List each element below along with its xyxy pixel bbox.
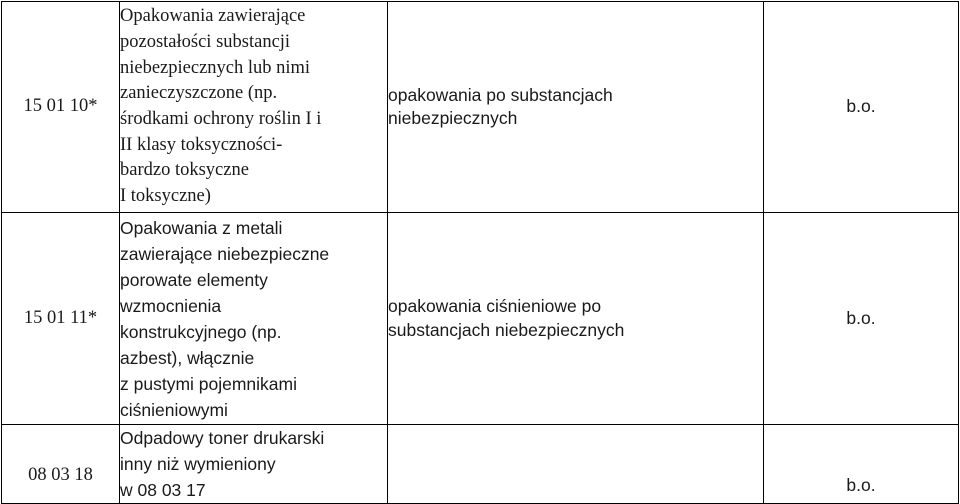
description-line: wzmocnienia [120,295,222,316]
waste-code: 15 01 10* [23,96,98,117]
waste-type-cell [388,425,764,504]
table-row [2,2,959,213]
description-line: z pustymi pojemnikami [120,373,297,394]
waste-code-cell [2,2,120,213]
description-line: zanieczyszczone (np. [120,83,278,104]
description-line: w 08 03 17 [120,480,206,500]
waste-code: 08 03 18 [28,465,93,486]
description-line: I toksyczne) [120,186,211,207]
description-line: azbest), włącznie [120,347,255,368]
description-line: konstrukcyjnego (np. [120,321,282,342]
hazard-flag-cell [764,425,959,504]
hazard-flag: b.o. [846,96,876,117]
hazard-flag: b.o. [846,307,876,328]
waste-type-cell [388,213,764,425]
waste-code-cell [2,425,120,504]
waste-type-line: substancjach niebezpiecznych [388,319,625,340]
table-row [2,425,959,504]
hazard-flag-cell [764,213,959,425]
waste-type-line: niebezpiecznych [388,108,518,128]
waste-code: 15 01 11* [23,307,98,328]
description-line: Opakowania z metali [120,217,283,238]
hazard-flag: b.o. [846,475,876,496]
description-line: porowate elementy [120,269,268,290]
description-line: zawierające niebezpieczne [120,243,330,264]
hazard-flag-cell [764,2,959,213]
waste-codes-table [1,1,959,504]
waste-description-cell [120,2,388,213]
description-line: ciśnieniowymi [120,399,228,420]
waste-type-line: opakowania po substancjach [388,84,613,105]
description-line: środkami ochrony roślin I i [120,109,322,129]
waste-description-cell [120,213,388,425]
description-line: niebezpiecznych lub nimi [120,57,311,78]
description-line: Opakowania zawierające [120,6,306,27]
description-line: Odpadowy toner drukarski [120,428,325,448]
table-row [2,213,959,425]
waste-type-cell [388,2,764,213]
description-line: bardzo toksyczne [120,160,249,181]
waste-code-cell [2,213,120,425]
description-line: II klasy toksyczności- [120,134,283,155]
waste-type-line: opakowania ciśnieniowe po [388,296,602,316]
description-line: pozostałości substancji [120,31,291,52]
waste-description-cell [120,425,388,504]
description-line: inny niż wymieniony [120,454,276,474]
